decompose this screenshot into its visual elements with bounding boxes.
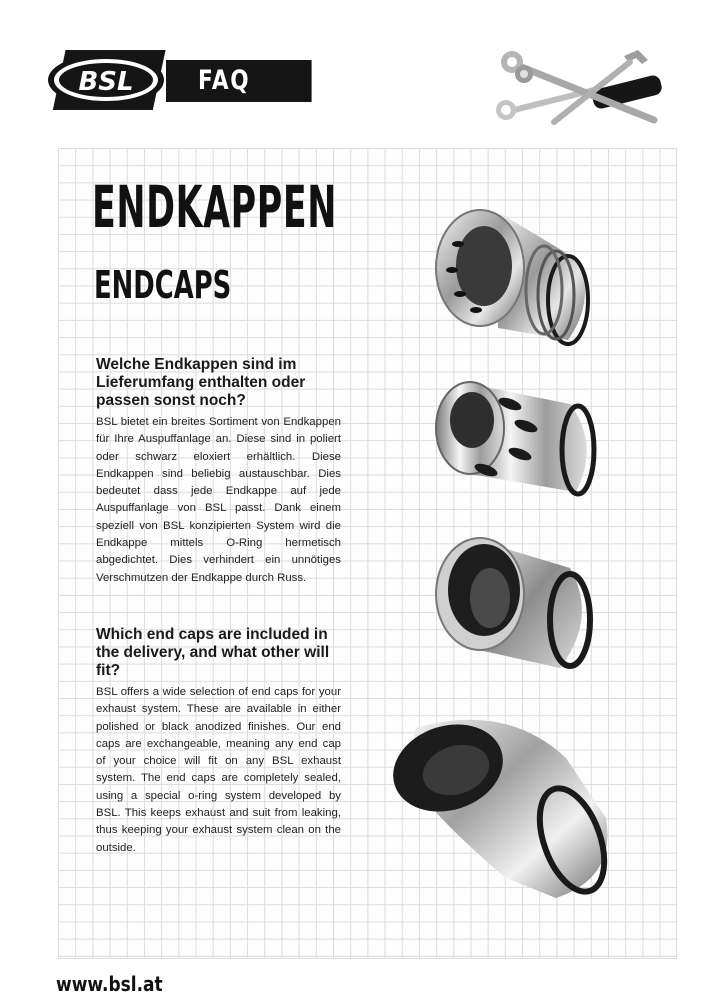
wrench-tools-icon [484,42,674,132]
logo-text: BSL [78,67,134,97]
faq-question: Which end caps are included in the delivery, and what other will fit? [96,626,330,679]
faq-item-english [96,626,341,857]
faq-answer: BSL bietet ein breites Sortiment von Endkappen für Ihre Auspuffanlage an. Diese sind in poliert oder schwarz eloxiert erhältlich. Diese Endkappen sind beliebig austauschbar. Dies bedeutet dass jede Endkappe auf jede Auspuffanlage von BSL passt. Dank einem speziell von BSL konzipierten System wird die Endkappe mittels O-Ring hermetisch abgedichtet. Dies verhindert ein unnötiges Verschmutzen der Endkappe durch Russ. [96,416,341,584]
bsl-logo [46,48,176,112]
faq-item-german [96,356,341,587]
endcap-product-image [430,374,600,504]
faq-label: FAQ [166,60,312,102]
footer-website-link[interactable]: www.bsl.at [56,972,163,996]
faq-question: Welche Endkappen sind im Lieferumfang enthalten oder passen sonst noch? [96,356,306,409]
page-title: ENDKAPPEN [92,173,337,241]
faq-answer: BSL offers a wide selection of end caps for your exhaust system. These are available in either polished or black anodized finishes. Our end caps are exchangeable, meaning any end cap of your choice will fit on any BSL exhaust system. The end caps are completely sealed, using a special o-ring system developed by BSL. This keeps exhaust and suit from leaking, thus keeping your exhaust system clean on the outside. [96,686,341,854]
endcap-product-image [428,200,598,350]
endcap-product-image [386,708,626,904]
page-subtitle: ENDCAPS [94,263,232,307]
endcap-product-image [430,528,600,674]
